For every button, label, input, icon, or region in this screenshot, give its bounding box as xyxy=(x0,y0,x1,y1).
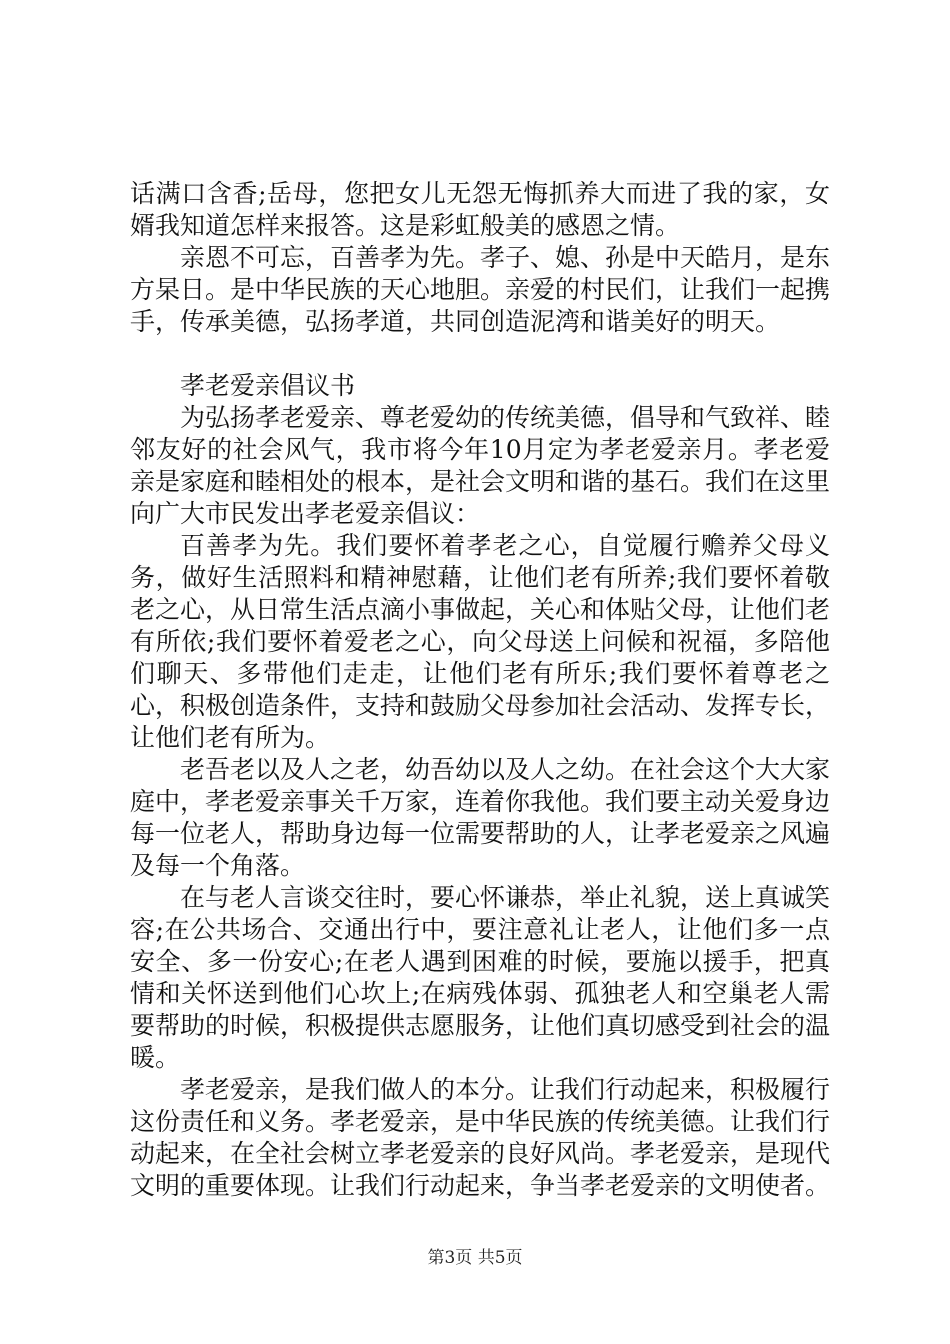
section-title: 孝老爱亲倡议书 xyxy=(180,371,356,400)
document-body xyxy=(130,178,830,1202)
page-number-footer: 第3页 共5页 xyxy=(427,1248,523,1268)
paragraph-continued: 话满口含香;岳母，您把女儿无怨无悔抓养大而进了我的家，女婿我知道怎样来报答。这是彩虹般美的感恩之情。 xyxy=(130,179,830,240)
paragraph: 亲恩不可忘，百善孝为先。孝子、媳、孙是中天皓月，是东方杲日。是中华民族的天心地胆。亲爱的村民们，让我们一起携手，传承美德，弘扬孝道，共同创造泥湾和谐美好的明天。 xyxy=(130,243,831,336)
paragraph: 在与老人言谈交往时，要心怀谦恭，举止礼貌，送上真诚笑容;在公共场合、交通出行中，要注意礼让老人，让他们多一点安全、多一份安心;在老人遇到困难的时候，要施以援手，把真情和关怀送到他们心坎上;在病残体弱、孤独老人和空巢老人需要帮助的时候，积极提供志愿服务，让他们真切感受到社会的温暖。 xyxy=(130,883,831,1072)
paragraph: 老吾老以及人之老，幼吾幼以及人之幼。在社会这个大大家庭中，孝老爱亲事关千万家，连着你我他。我们要主动关爱身边每一位老人，帮助身边每一位需要帮助的人，让孝老爱亲之风遍及每一个角落。 xyxy=(130,755,831,880)
blank-line xyxy=(130,338,830,370)
paragraph: 百善孝为先。我们要怀着孝老之心，自觉履行赡养父母义务，做好生活照料和精神慰藉，让他们老有所养;我们要怀着敬老之心，从日常生活点滴小事做起，关心和体贴父母，让他们老有所依;我们要怀着爱老之心，向父母送上问候和祝福，多陪他们聊天、多带他们走走，让他们老有所乐;我们要怀着尊老之心，积极创造条件，支持和鼓励父母参加社会活动、发挥专长，让他们老有所为。 xyxy=(130,531,831,752)
paragraph: 为弘扬孝老爱亲、尊老爱幼的传统美德，倡导和气致祥、睦邻友好的社会风气，我市将今年10月定为孝老爱亲月。孝老爱亲是家庭和睦相处的根本，是社会文明和谐的基石。我们在这里向广大市民发出孝老爱亲倡议： xyxy=(130,403,831,528)
paragraph: 孝老爱亲，是我们做人的本分。让我们行动起来，积极履行这份责任和义务。孝老爱亲，是中华民族的传统美德。让我们行动起来，在全社会树立孝老爱亲的良好风尚。孝老爱亲，是现代文明的重要体现。让我们行动起来，争当孝老爱亲的文明使者。 xyxy=(130,1075,831,1200)
